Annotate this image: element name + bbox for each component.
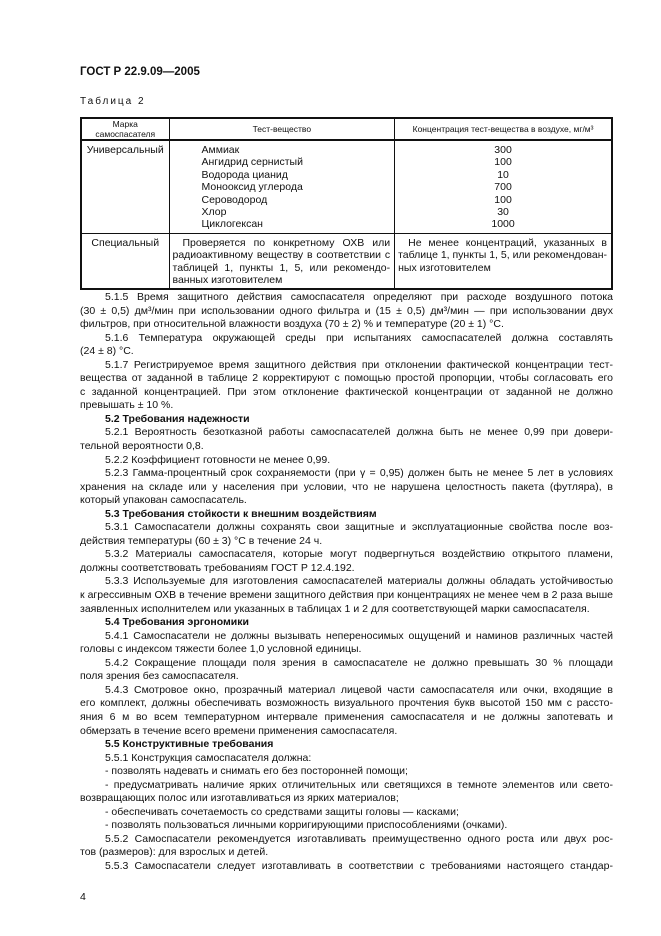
text-line: радиоактивному веществу в соответствии с [172,249,391,262]
values-cell [395,140,612,233]
substance-name: Водорода цианид [201,168,288,181]
substance-name: Сероводород [201,193,268,206]
document-body [80,291,613,874]
text-line: 5.3.1 Самоспасатели должны сохранять свои защитные и эксплуатационные свойства после воз- [105,521,613,534]
paragraph [80,521,613,548]
page-number: 4 [80,891,86,903]
text-line: к агрессивным ОХВ в течение времени защитного действия при концентрациях не менее чем в 2 раза выше [80,589,613,602]
paragraph [80,806,613,820]
substance-name: Циклогексан [201,218,263,231]
text-line: таблицей 1, пункты 1, 5, или рекомендо- [172,261,391,274]
text-line: 5.5.1 Конструкция самоспасателя должна: [105,751,312,764]
text-line: 5.2.2 Коэффициент готовности не менее 0,99. [105,453,331,466]
section-heading [80,508,613,522]
text-line: тельной вероятности 0,8. [80,440,204,453]
text-line: вещества от заданной в таблице 2 корректируют с помощью простой пропорции, чтобы согласовать его [80,372,613,385]
text-line: 5.2.3 Гамма-процентный срок сохраняемости (при γ = 0,95) должен быть не менее 5 лет в условиях [105,467,613,480]
paragraph [80,833,613,860]
text-line: 5.1.7 Регистрируемое время защитного действия при отклонении фактической концентрации тест- [105,358,613,371]
concentration-value: 10 [497,168,509,181]
table-row-special [81,233,612,289]
brand-cell: Универсальный [81,140,169,233]
paragraph [80,779,613,806]
paragraph [80,575,613,616]
document-header: ГОСТ Р 22.9.09—2005 [80,66,200,78]
paragraph [80,657,613,684]
concentration-value: 100 [494,193,512,206]
concentration-cell [395,233,612,289]
text-line: 5.1.6 Температура окружающей среды при испытаниях самоспасателей должна составлять [105,331,613,344]
substances-cell [169,233,395,289]
text-line: возвращающих полос или изготавливаться из ярких материалов; [80,792,399,805]
text-line: 5.4.1 Самоспасатели не должны вызывать непереносимых ощущений и наминов различных частей [105,629,613,642]
text-line: который упакован самоспасатель. [80,494,247,507]
text-line: 5.2.1 Вероятность безотказной работы самоспасателей должна быть не менее 0,99 при довери- [105,426,613,439]
text-line: действия температуры (60 ± 3) °С в течение 24 ч. [80,534,323,547]
concentration-value: 700 [494,181,512,194]
text-line: 5.4 Требования эргономики [105,616,249,629]
text-line: заявленных исполнителем или указанных в таблицах 1 и 2 для соответствующей марки самоспасателя. [80,602,590,615]
text-line: 5.3 Требования стойкости к внешним воздействиям [105,507,377,520]
paragraph [80,765,613,779]
text-line: Не менее концентраций, указанных в [408,236,607,249]
paragraph [80,454,613,468]
column-header-concentration: Концентрация тест-вещества в воздухе, мг/м³ [395,118,612,140]
concentration-value: 300 [494,144,512,156]
paragraph [80,548,613,575]
table-header-row [81,118,612,140]
paragraph [80,359,613,413]
concentration-value: 100 [494,156,512,169]
text-line: таблице 1, пункты 1, 5, или рекомендован- [398,249,607,262]
substance-name: Монооксид углерода [201,181,303,194]
text-line: 5.3.3 Используемые для изготовления самоспасателей материалы должны обладать устойчивостью [105,575,613,588]
text-line: - обеспечивать сочетаемость со средствами защиты головы — касками; [105,805,459,818]
section-heading [80,616,613,630]
text-line: хранения на складе или у населения при условии, что не нарушена целостность пакета (футляра), в [80,480,613,493]
text-line: его комплект, должны обеспечивать возможность визуального прочтения букв высотой 150 мм с рассто- [80,697,613,710]
substances-cell [169,140,395,233]
paragraph [80,819,613,833]
substance-name: Хлор [201,206,227,219]
paragraph [80,860,613,874]
brand-cell: Специальный [81,233,169,289]
text-line: превышать ± 10 %. [80,399,174,412]
text-line: 5.4.3 Смотровое окно, прозрачный материал лицевой части самоспасателя или очки, входящие в [105,683,613,696]
text-line: тов (размеров): для взрослых и детей. [80,846,269,859]
text-line: (30 ± 0,5) дм³/мин при использовании одного фильтра и (15 ± 0,5) дм³/мин — при использовании двух [80,304,613,317]
concentration-value: 30 [497,206,509,219]
paragraph [80,332,613,359]
text-line: с заданной концентрацией. При этом отклонение фактической концентрации от заданной не должно [80,385,613,398]
test-substances-table [80,117,613,290]
paragraph [80,467,613,508]
text-line: 5.5.3 Самоспасатели следует изготавливать в соответствии с требованиями настоящего стандар- [105,859,613,872]
text-line: Проверяется по конкретному ОХВ или [182,236,391,249]
text-line: 5.5 Конструктивные требования [105,738,274,751]
concentration-value: 1000 [491,218,515,231]
text-line: головы с индексом тяжести более 1,0 условной единицы. [80,643,362,656]
text-line: ванных изготовителем [172,274,283,287]
paragraph [80,752,613,766]
paragraph [80,630,613,657]
text-line: (24 ± 8) °С. [80,345,134,358]
text-line: яния 6 м во всем температурном интервале применения самоспасателя и не должны запотевать и [80,710,613,723]
table-row-universal [81,140,612,233]
text-line: - позволять пользоваться личными корригирующими приспособлениями (очками). [105,819,508,832]
text-line: 5.3.2 Материалы самоспасателя, которые могут подвергнуться воздействию открытого пламени, [105,548,613,561]
column-header-brand: Марка самоспасателя [81,118,169,140]
substance-name: Ангидрид сернистый [201,156,303,169]
paragraph [80,426,613,453]
column-header-substance: Тест-вещество [169,118,395,140]
paragraph [80,291,613,332]
text-line: должны соответствовать требованиям ГОСТ Р 12.4.192. [80,561,355,574]
text-line: поля зрения без самоспасателя. [80,670,239,683]
text-line: ных изготовителем [398,261,491,274]
text-line: 5.4.2 Сокращение площади поля зрения в самоспасателе не должно превышать 30 % площади [105,656,613,669]
text-line: обмерзать в течение всего времени применения самоспасателя. [80,724,398,737]
text-line: 5.1.5 Время защитного действия самоспасателя определяют при расходе воздушного потока [105,291,613,303]
text-line: фильтров, при относительной влажности воздуха (70 ± 2) % и температуре (20 ± 1) °С. [80,318,504,331]
text-line: - предусматривать наличие ярких отличительных или светящихся в темноте элементов или свето- [105,778,613,791]
paragraph [80,684,613,738]
substance-name: Аммиак [201,144,240,156]
text-line: - позволять надевать и снимать его без посторонней помощи; [105,765,408,778]
text-line: 5.5.2 Самоспасатели рекомендуется изготавливать преимущественно одного роста или двух рос- [105,832,613,845]
text-line: 5.2 Требования надежности [105,412,250,425]
section-heading [80,413,613,427]
table-caption: Таблица 2 [80,96,146,107]
section-heading [80,738,613,752]
